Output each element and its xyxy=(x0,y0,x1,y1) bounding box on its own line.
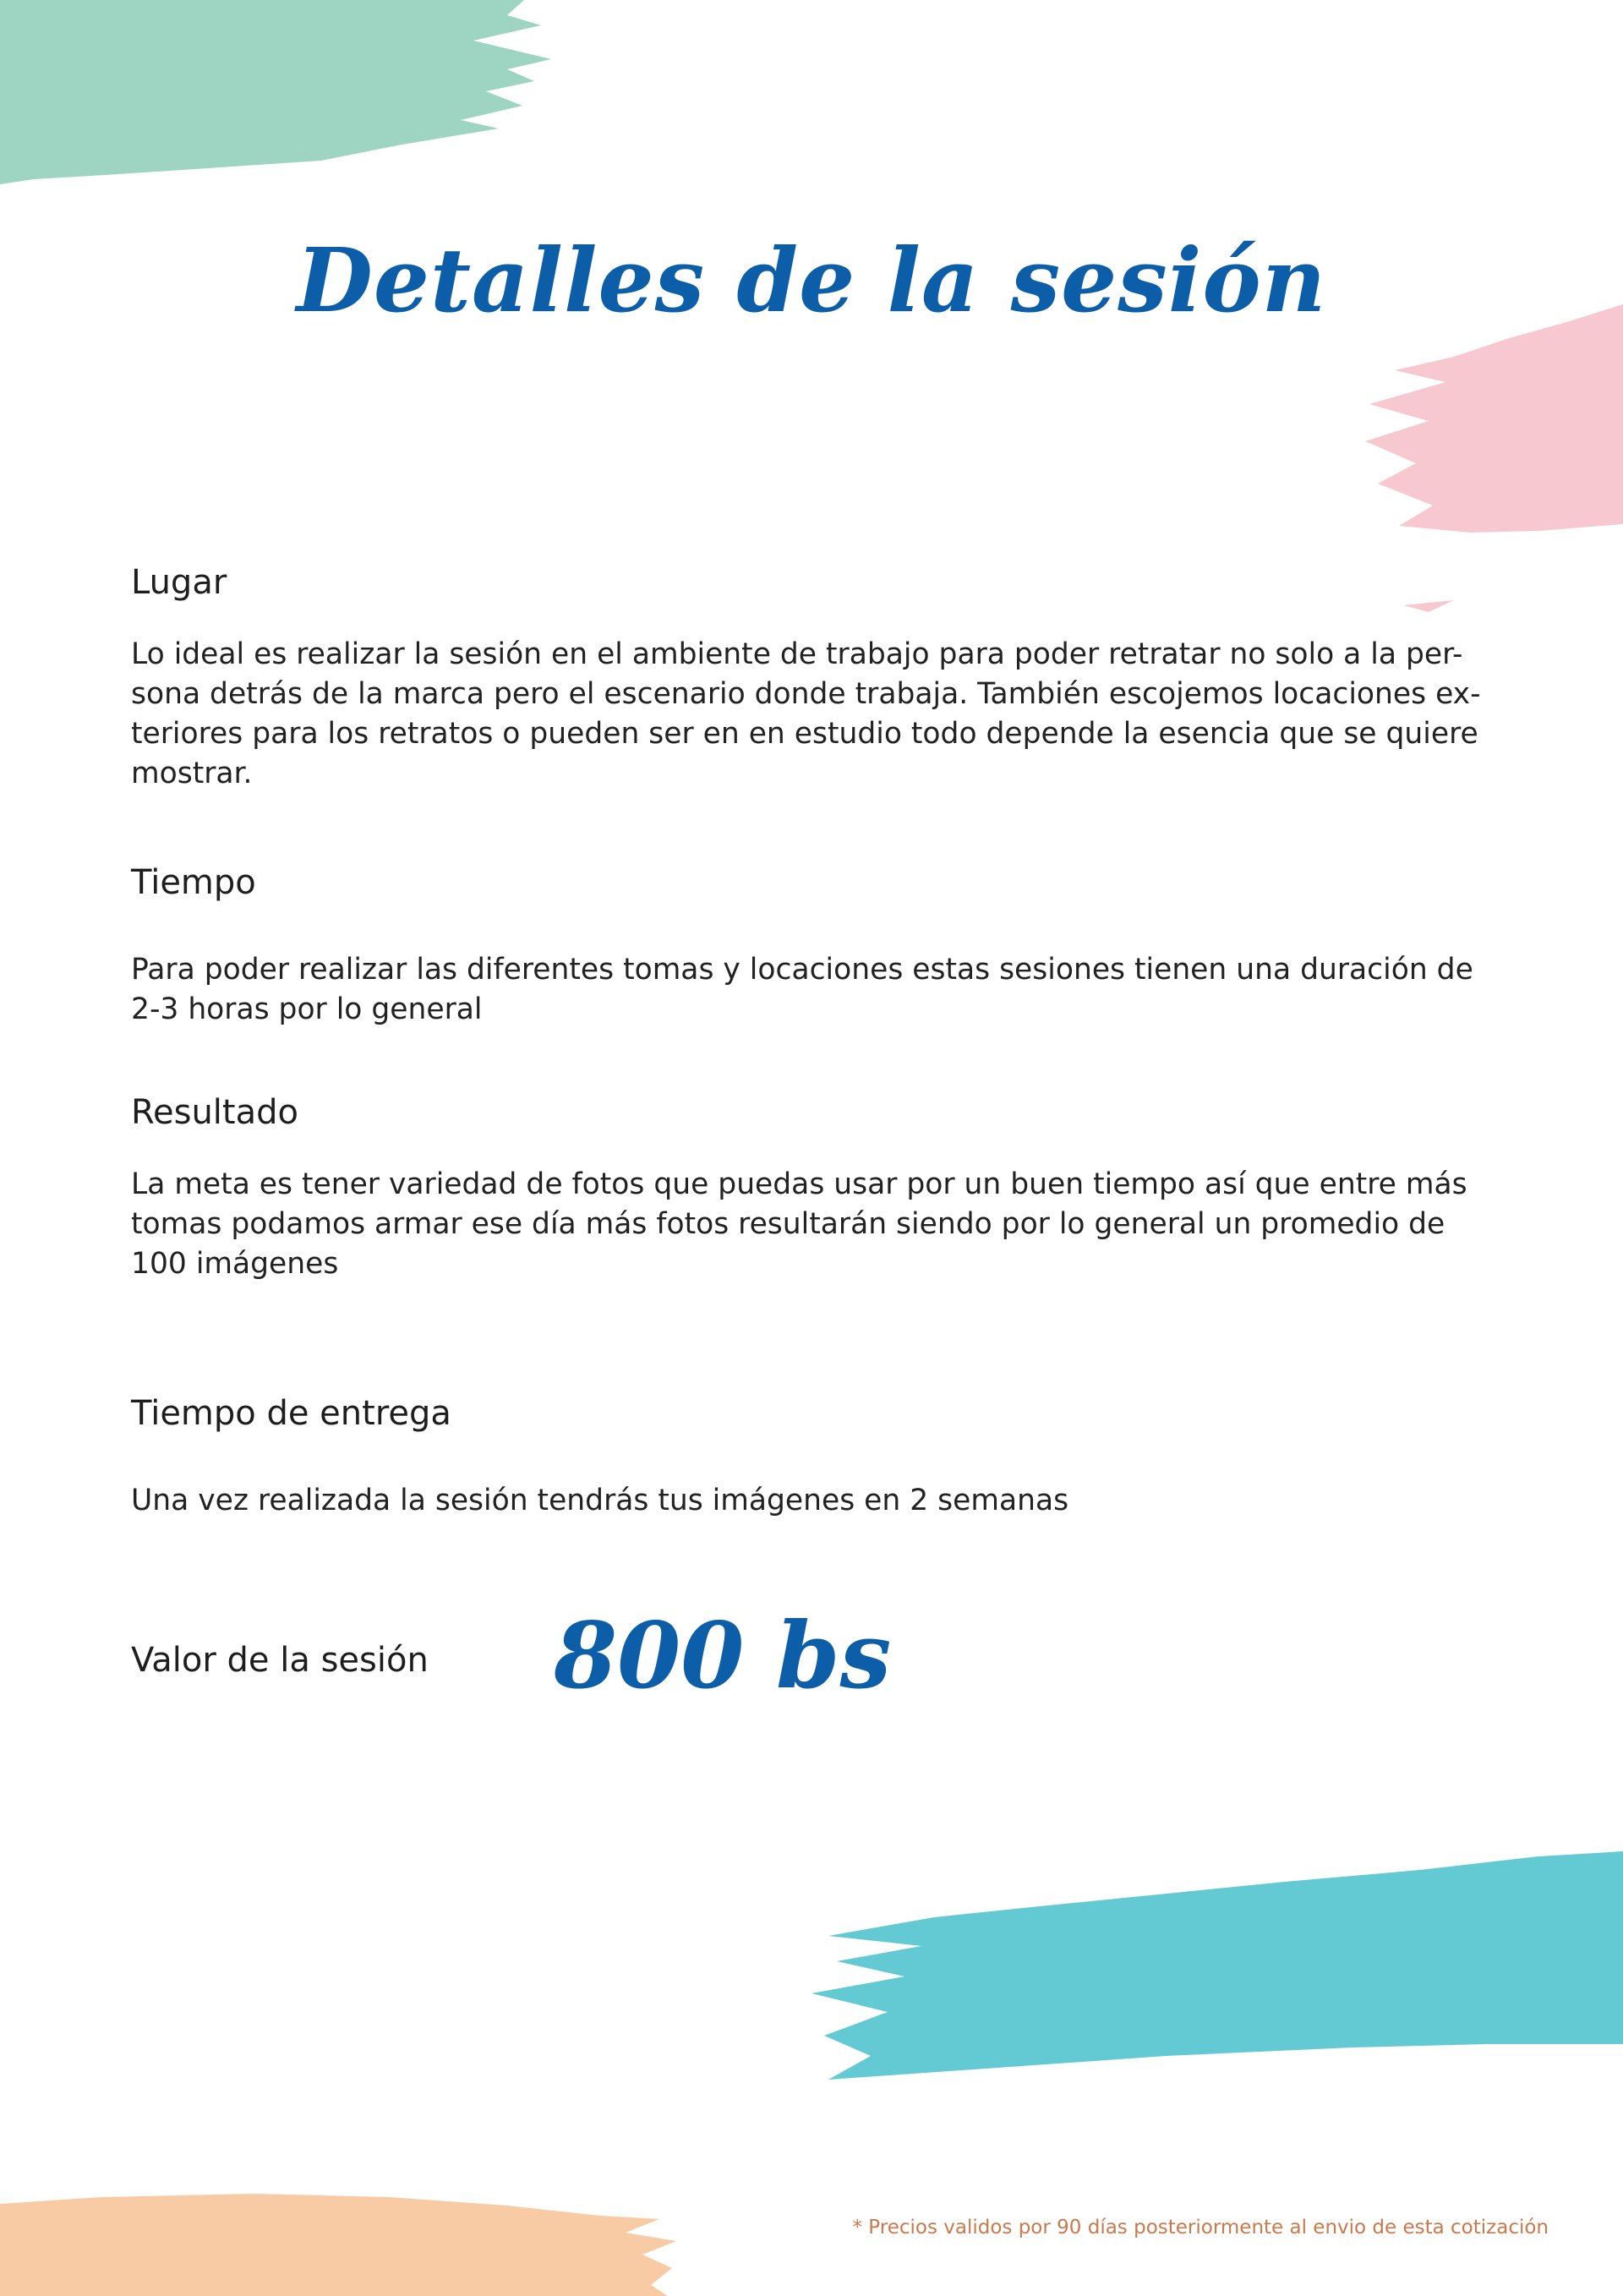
text-line: Lo ideal es realizar la sesión en el ambiente de trabajo para poder retratar no solo a la per- xyxy=(131,637,1463,671)
price-value: 800 bs xyxy=(554,1603,892,1709)
section-lugar xyxy=(131,562,1500,794)
text-line: Una vez realizada la sesión tendrás tus imágenes en 2 semanas xyxy=(131,1484,1069,1517)
section-tiempo xyxy=(131,862,1500,1030)
section-heading-resultado: Resultado xyxy=(131,1093,298,1132)
section-heading-entrega: Tiempo de entrega xyxy=(131,1394,451,1433)
text-line: mostrar. xyxy=(131,757,253,790)
section-tiempo-de-entrega xyxy=(131,1393,1500,1521)
text-line: teriores para los retratos o pueden ser en en estudio todo depende la esencia que se quiere xyxy=(131,717,1478,751)
text-line: 100 imágenes xyxy=(131,1247,339,1281)
section-text-resultado xyxy=(131,1165,1500,1284)
brush-stroke-peach xyxy=(0,2185,693,2296)
section-text-entrega xyxy=(131,1481,1500,1521)
section-heading-lugar: Lugar xyxy=(131,563,227,602)
section-text-lugar xyxy=(131,635,1500,794)
text-line: La meta es tener variedad de fotos que puedas usar por un buen tiempo así que entre más xyxy=(131,1167,1467,1201)
text-line: 2-3 horas por lo general xyxy=(131,992,483,1026)
section-resultado xyxy=(131,1092,1500,1284)
page-title: Detalles de la sesión xyxy=(296,227,1327,332)
section-text-tiempo xyxy=(131,950,1500,1030)
section-heading-tiempo: Tiempo xyxy=(131,863,256,902)
brush-stroke-mint xyxy=(0,0,558,190)
text-line: tomas podamos armar ese día más fotos resultarán siendo por lo general un promedio de xyxy=(131,1207,1445,1241)
text-line: Para poder realizar las diferentes tomas y locaciones estas sesiones tienen una duración de xyxy=(131,953,1473,987)
text-line: sona detrás de la marca pero el escenario donde trabaja. También escojemos locaciones ex- xyxy=(131,677,1481,711)
footnote: * Precios validos por 90 días posteriormente al envio de esta cotización xyxy=(852,2217,1549,2239)
price-label: Valor de la sesión xyxy=(131,1641,429,1680)
brush-stroke-teal xyxy=(778,1834,1623,2092)
